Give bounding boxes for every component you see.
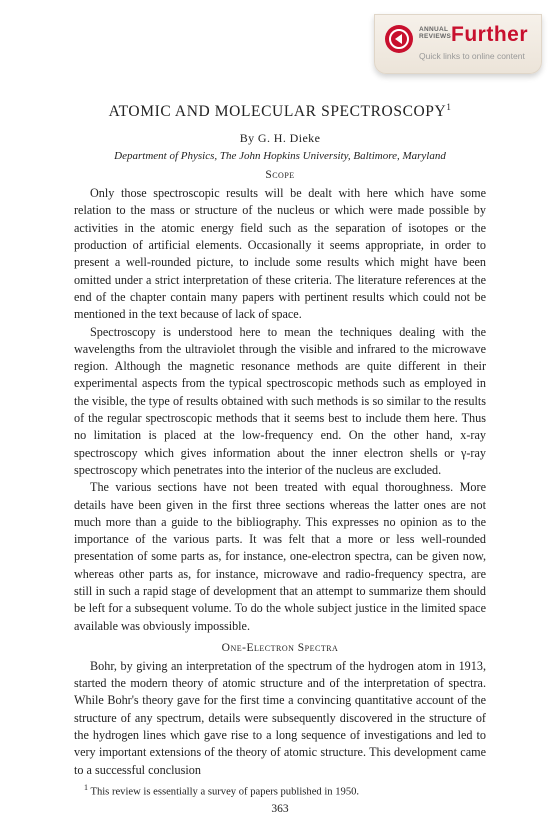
paragraph: Only those spectroscopic results will be dealt with here which have some relation to the mass or structure of the nucleus or which were made possible by activities in the atomic energy field such as the separation of isotopes or the production of artificial elements. Occasionally it seems appropriate, in order to present a well-rounded picture, to include some results which might have been omitted under a strict interpretation of these criteria. The literature references at the end of the chapter contain many papers with pertinent results which could not be mentioned in the text because of lack of space.	[74, 186, 486, 322]
paragraph: The various sections have not been treated with equal thoroughness. More details have been given in the first three sections whereas the latter ones are not much more than a guide to the bibliography. This expresses no opinion as to the importance of the various parts. It was felt that a more or less well-rounded presentation of some parts as, for instance, one-electron spectra, can be given now, whereas other parts as, for instance, microwave and radio-frequency spectra, are still in such a rapid stage of development that an attempt to summarize them should be left for a subsequent volume. To do the whole subject justice in the limited space available was obviously impossible.	[74, 480, 486, 633]
footnote-mark: 1	[84, 782, 88, 792]
play-logo-icon	[385, 25, 413, 53]
article-author: By G. H. Dieke	[239, 131, 321, 146]
annual-reviews-label: ANNUAL REVIEWS	[419, 26, 452, 40]
annual-reviews-further-badge[interactable]	[374, 14, 542, 74]
section-heading-one-electron: One-Electron Spectra	[221, 641, 339, 654]
quick-links-text: Quick links to online content	[419, 51, 525, 61]
article-affiliation: Department of Physics, The John Hopkins University, Baltimore, Maryland	[114, 150, 446, 163]
article-page	[74, 102, 486, 815]
footnote-text: This review is essentially a survey of papers published in 1950.	[90, 786, 360, 798]
page-number: 363	[271, 803, 289, 816]
paragraph: Bohr, by giving an interpretation of the spectrum of the hydrogen atom in 1913, started the modern theory of atomic structure and of the interpretation of spectra. While Bohr's theory gave for the first time a convincing quantitative account of the structure of any spectrum, details were subsequently discovered in the structure of the hydrogen lines which gave rise to a long sequence of investigations and led to very important extensions of the theory of atomic structure. This development came to a successful conclusion	[74, 658, 486, 777]
section-heading-scope: Scope	[265, 169, 295, 182]
paragraph: Spectroscopy is understood here to mean the techniques dealing with the wavelengths from the ultraviolet through the visible and infrared to the microwave region. Although the magnetic resonance methods are quite different in their experimental aspects from the typical spectroscopic methods such as employed in the visible, the type of results obtained with such methods is so similar to the results of the regular spectroscopic methods that it seems best to include them here. Thus no limitation is placed at the low-frequency end. On the other hand, x-ray spectroscopy which gives information about the inner electron shells or γ-ray spectroscopy which penetrates into the interior of the nucleus are excluded.	[74, 324, 486, 477]
title-footnote-mark: 1	[446, 102, 452, 112]
footnote	[74, 783, 486, 798]
article-title: ATOMIC AND MOLECULAR SPECTROSCOPY$^1$	[108, 102, 452, 121]
further-word: Further	[451, 23, 528, 46]
